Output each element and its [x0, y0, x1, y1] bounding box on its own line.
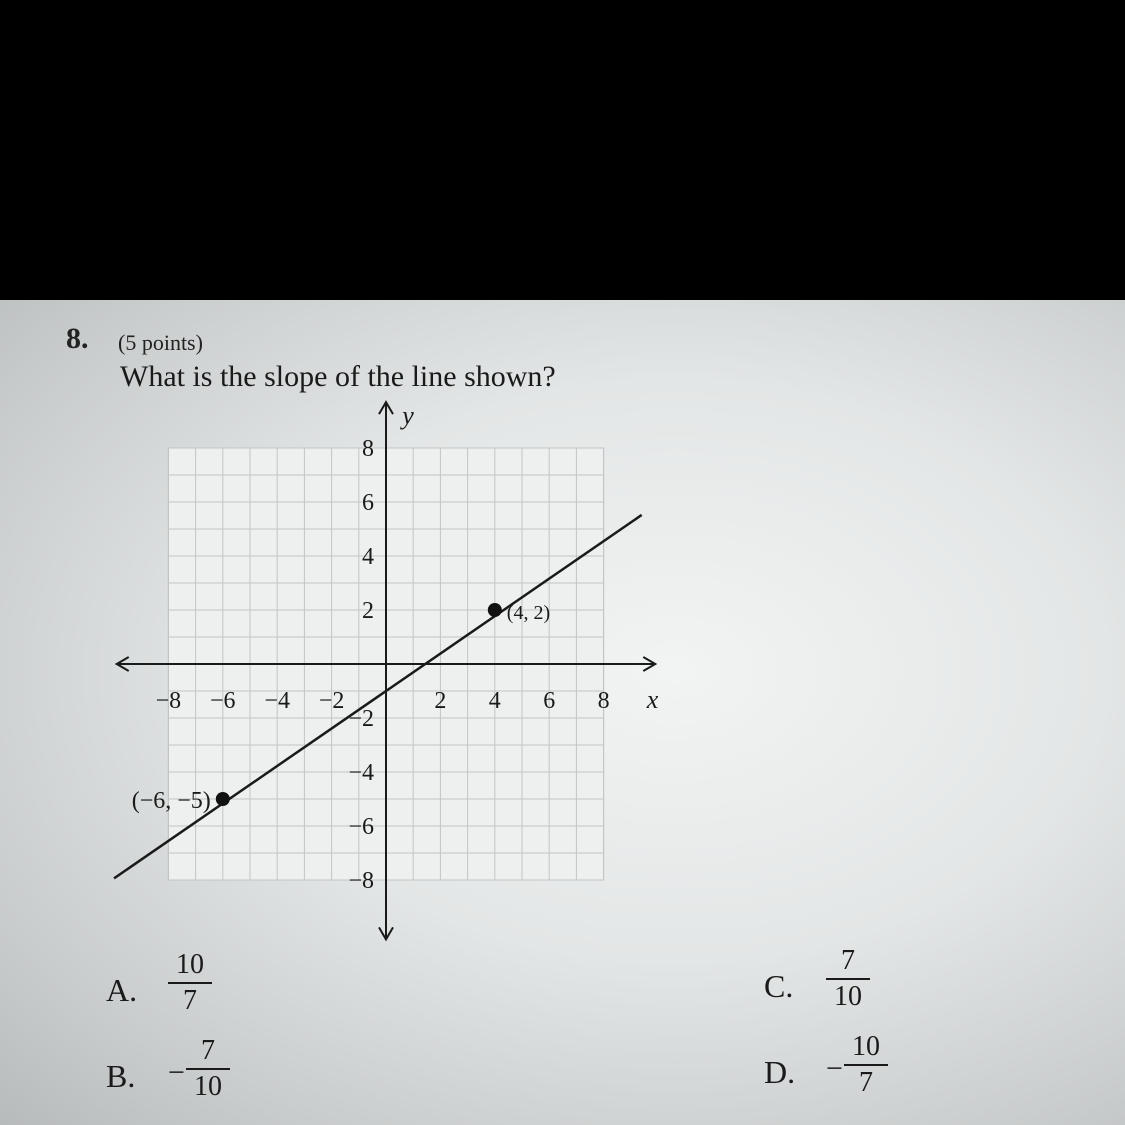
choice-d-numerator: 10 [852, 1031, 880, 1062]
y-tick-label: 4 [362, 544, 374, 570]
choice-a-numerator: 10 [176, 949, 204, 980]
choice-b-denominator: 10 [194, 1071, 222, 1102]
x-axis-label: x [646, 685, 659, 714]
choice-a-fraction-bar [168, 982, 212, 984]
x-tick-label: 8 [597, 688, 610, 714]
plot-point-label: (4, 2) [506, 602, 551, 624]
y-tick-label: −6 [348, 814, 374, 840]
x-tick-label: −2 [318, 688, 345, 714]
choice-d-letter[interactable]: D. [764, 1054, 796, 1090]
x-tick-label: −6 [210, 688, 236, 714]
y-tick-label: −4 [348, 760, 374, 786]
plot-point [488, 603, 502, 617]
choice-c-fraction[interactable] [826, 946, 870, 1012]
choice-d-sign: − [826, 1052, 843, 1085]
choice-c-numerator: 7 [841, 945, 855, 976]
plot-point [216, 792, 230, 806]
worksheet-paper [0, 300, 1125, 1125]
x-tick-label: 2 [434, 688, 447, 714]
choice-c-denominator: 10 [834, 981, 862, 1012]
choice-b-sign: − [168, 1056, 185, 1089]
choice-b-letter[interactable]: B. [106, 1058, 136, 1094]
camera-black-region [0, 0, 1125, 300]
choice-d-fraction[interactable] [844, 1032, 888, 1098]
y-tick-label: −8 [348, 868, 374, 894]
y-tick-label: 2 [362, 598, 374, 624]
y-axis-label: y [402, 401, 414, 431]
x-tick-label: 4 [488, 688, 501, 714]
y-tick-label: −2 [348, 706, 374, 732]
x-tick-label: −8 [155, 688, 182, 714]
choice-d-fraction-bar [844, 1064, 888, 1066]
y-tick-label: 8 [362, 436, 374, 462]
question-points: (5 points) [118, 330, 203, 355]
choice-c-letter[interactable]: C. [764, 968, 794, 1004]
y-tick-label: 6 [362, 490, 374, 516]
choice-d-denominator: 7 [859, 1067, 873, 1098]
plot-point-label: (−6, −5) [131, 788, 211, 814]
choice-b-numerator: 7 [201, 1035, 215, 1066]
question-text: What is the slope of the line shown? [120, 360, 556, 393]
choice-a-letter[interactable]: A. [106, 972, 138, 1008]
choice-a-denominator: 7 [183, 985, 197, 1016]
question-number: 8. [66, 322, 89, 355]
choice-b-fraction[interactable] [186, 1036, 230, 1102]
choice-c-fraction-bar [826, 978, 870, 980]
choice-b-fraction-bar [186, 1068, 230, 1070]
choice-a-fraction[interactable] [168, 950, 212, 1016]
x-tick-label: 6 [543, 688, 556, 714]
x-tick-label: −4 [264, 688, 290, 714]
